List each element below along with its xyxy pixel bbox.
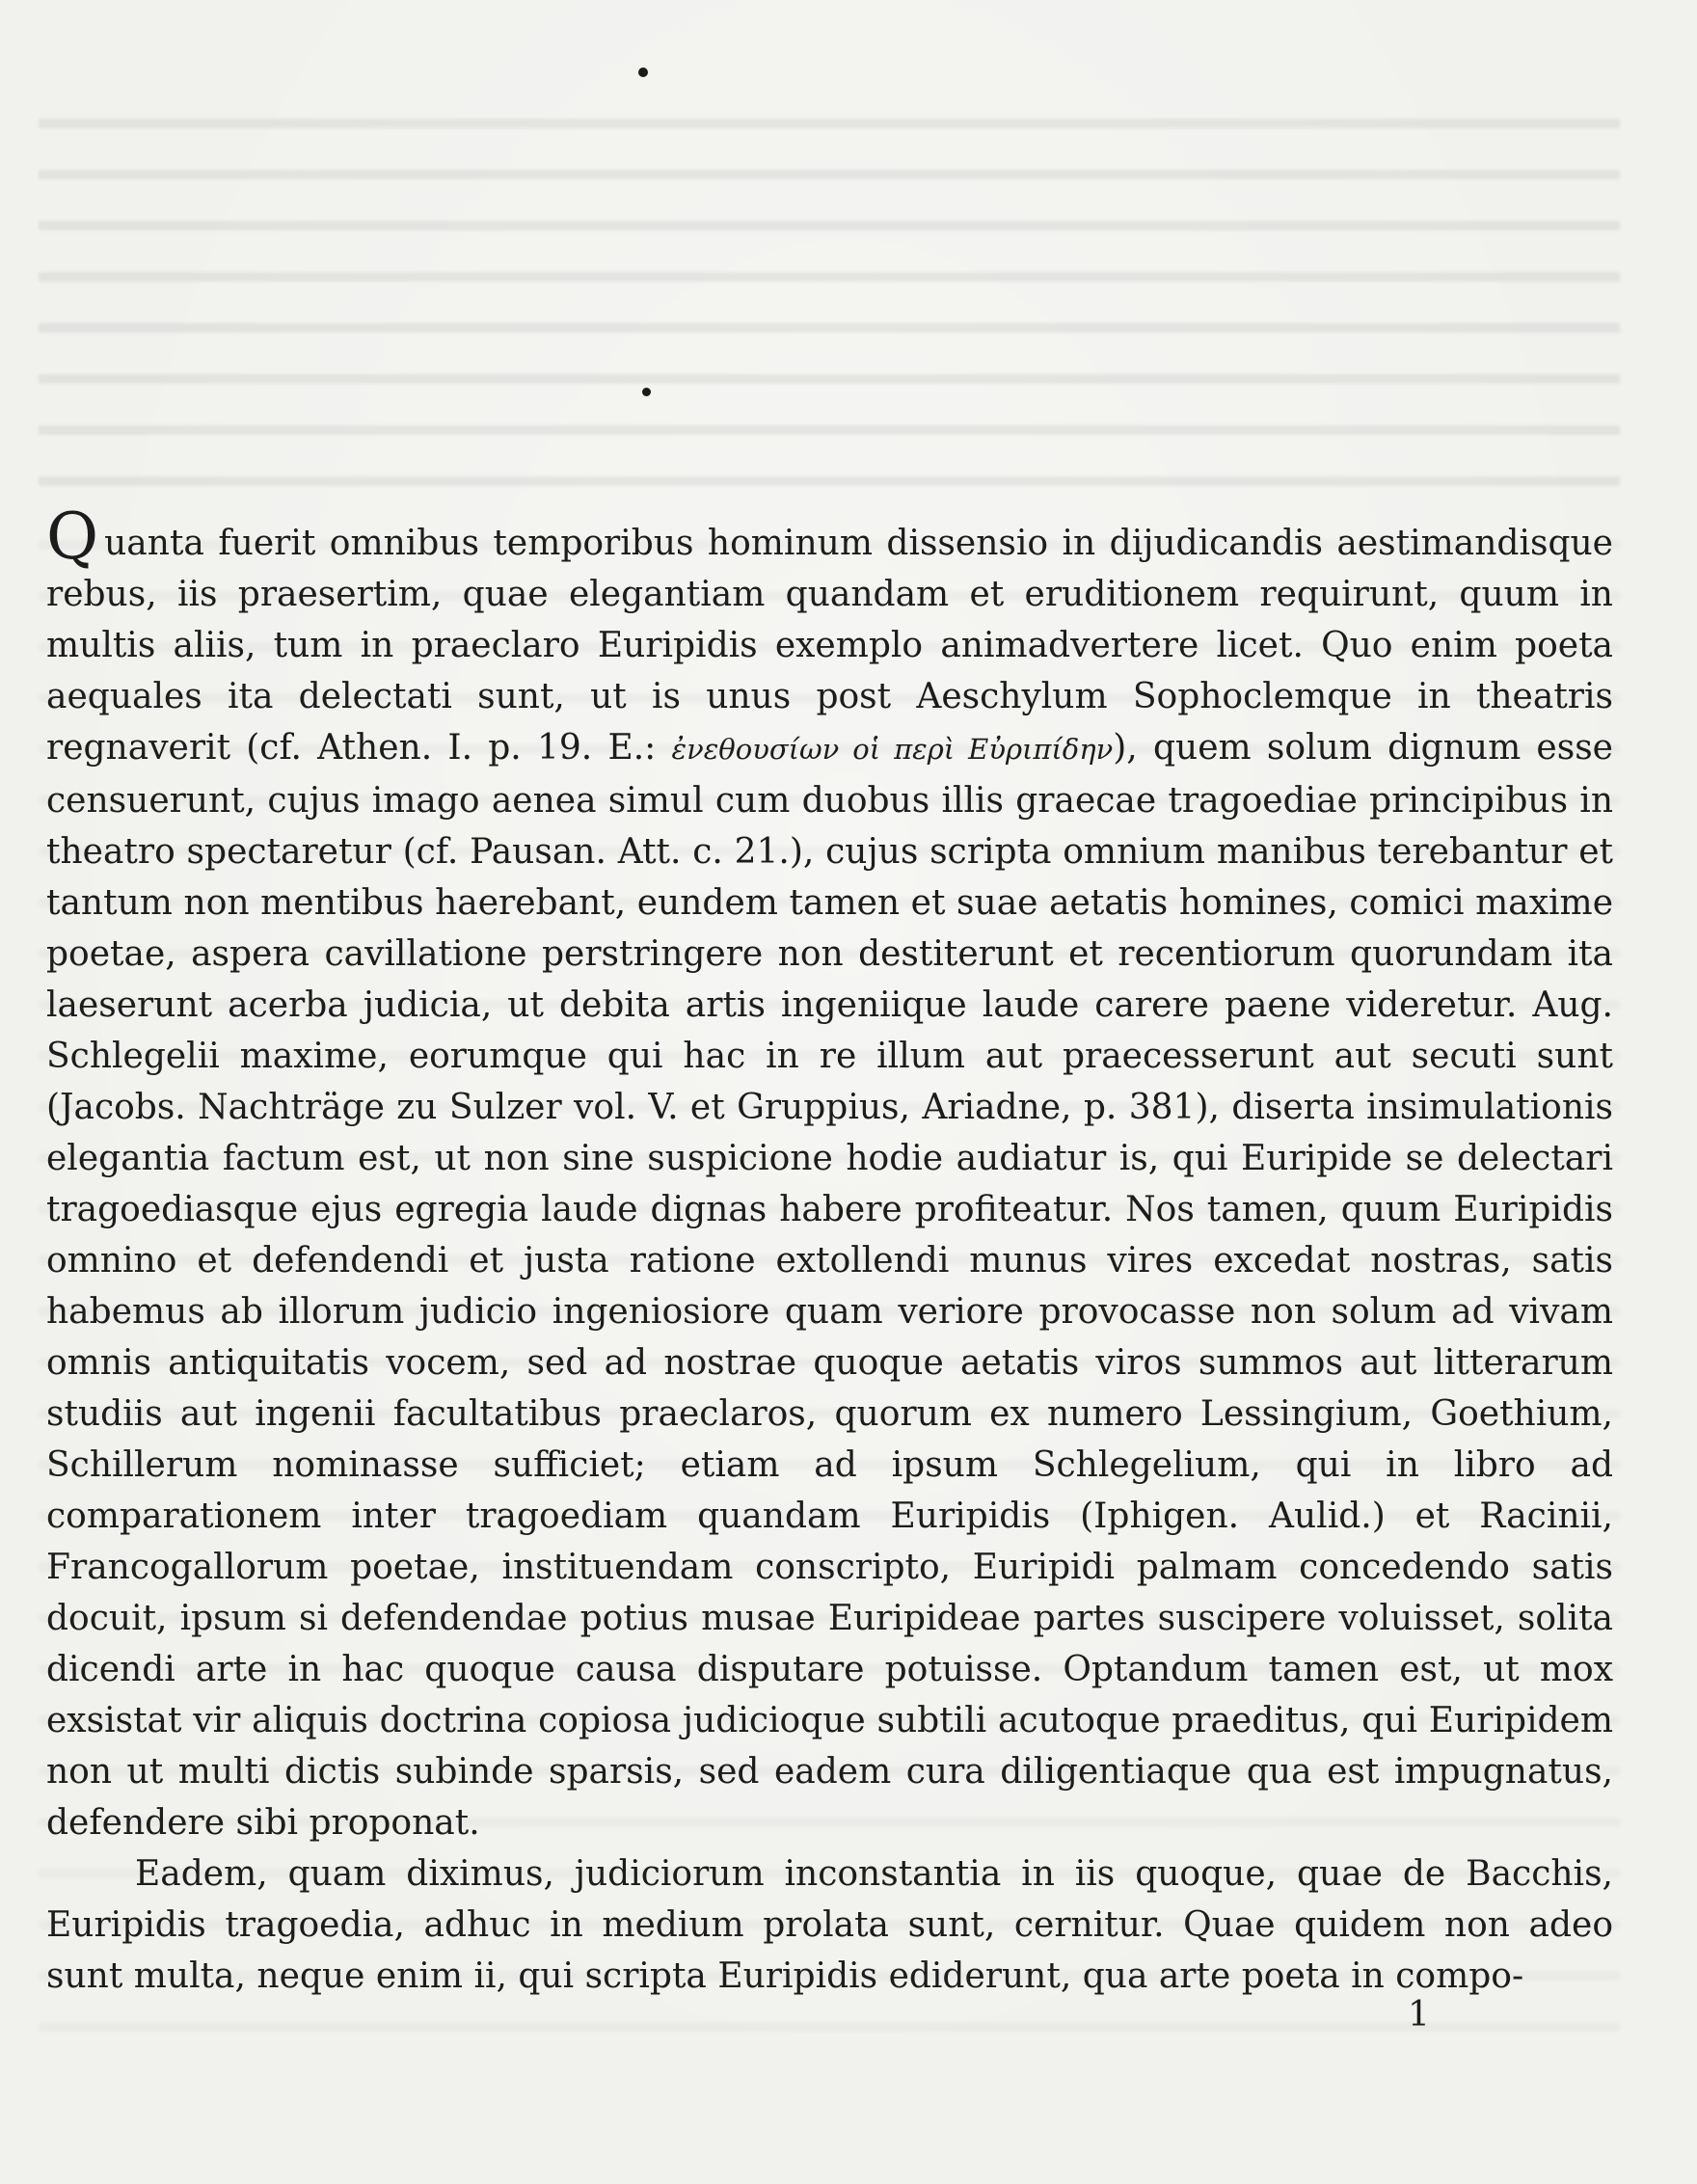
paragraph-1-text-a: uanta fuerit omnibus temporibus hominum dissensio in dijudicandis aestimandisque rebus, iis praesertim, quae elegantiam quandam et eruditionem requirunt, quum in multis aliis, tum in praeclaro Euripidis exemplo animadvertere licet. Quo enim poeta aequales ita delectati sunt, ut is unus post Aeschylum Sophoclemque in theatris regnaverit (cf. Athen. I. p. 19. E.: <box>46 524 1613 768</box>
ink-speck <box>642 388 651 396</box>
paragraph-1-text-b: ), quem solum dignum esse censuerunt, cujus imago aenea simul cum duobus illis graecae tragoediae principibus in theatro spectaretur (cf. Pausan. Att. c. 21.), cujus scripta omnium manibus terebantur et tantum non mentibus haerebant, eundem tamen et suae aetatis homines, comici maxime poetae, aspera cavillatione perstringere non destiterunt et recentiorum quorundam ita laeserunt acerba judicia, ut debita artis ingeniique laude carere paene videretur. Aug. Schlegelii maxime, eorumque qui hac in re illum aut praecesserunt aut secuti sunt (Jacobs. Nachträge zu Sulzer vol. V. et Gruppius, Ariadne, p. 381), diserta insimulationis elegantia factum est, ut non sine suspicione hodie audiatur is, qui Euripide se delectari tragoediasque ejus egregia laude dignas habere profiteatur. Nos tamen, quum Euripidis omnino et defendendi et justa ratione extollendi munus vires excedat nostras, satis habemus ab illorum judicio ingeniosiore quam veriore provocasse non solum ad vivam omnis antiquitatis vocem, sed ad nostrae quoque aetatis viros summos aut litterarum studiis aut ingenii facultatibus praeclaros, quorum ex numero Lessingium, Goethium, Schillerum nominasse sufficiet; etiam ad ipsum Schlegelium, qui in libro ad comparationem inter tragoediam quandam Euripidis (Iphigen. Aulid.) et Racinii, Francogallorum poetae, instituendam conscripto, Euripidi palmam concedendo satis docuit, ipsum si defendendae potius musae Euripideae partes suscipere voluisset, solita dicendi arte in hac quoque causa disputare potuisse. Optandum tamen est, ut mox exsistat vir aliquis doctrina copiosa judicioque subtili acutoque praeditus, qui Euripidem non ut multi dictis subinde sparsis, sed eadem cura diligentiaque qua est impugnatus, defendere sibi proponat. <box>46 728 1613 1843</box>
paragraph-2: Eadem, quam diximus, judiciorum inconstantia in iis quoque, quae de Bacchis, Euripidis tragoedia, adhuc in medium prolata sunt, cernitur. Quae quidem non adeo sunt multa, neque enim ii, qui scripta Euripidis ediderunt, qua arte poeta in compo- <box>46 1854 1613 1996</box>
ink-speck <box>638 67 648 77</box>
paragraph-1 <box>46 499 1613 1848</box>
drop-cap: Q <box>46 499 99 574</box>
body-text <box>46 499 1613 2002</box>
page-number: 1 <box>1408 1995 1430 2035</box>
bleed-through-text <box>39 92 1620 506</box>
greek-quotation: ἐνεθουσίων οἱ περὶ Εὐριπίδην <box>671 733 1114 766</box>
